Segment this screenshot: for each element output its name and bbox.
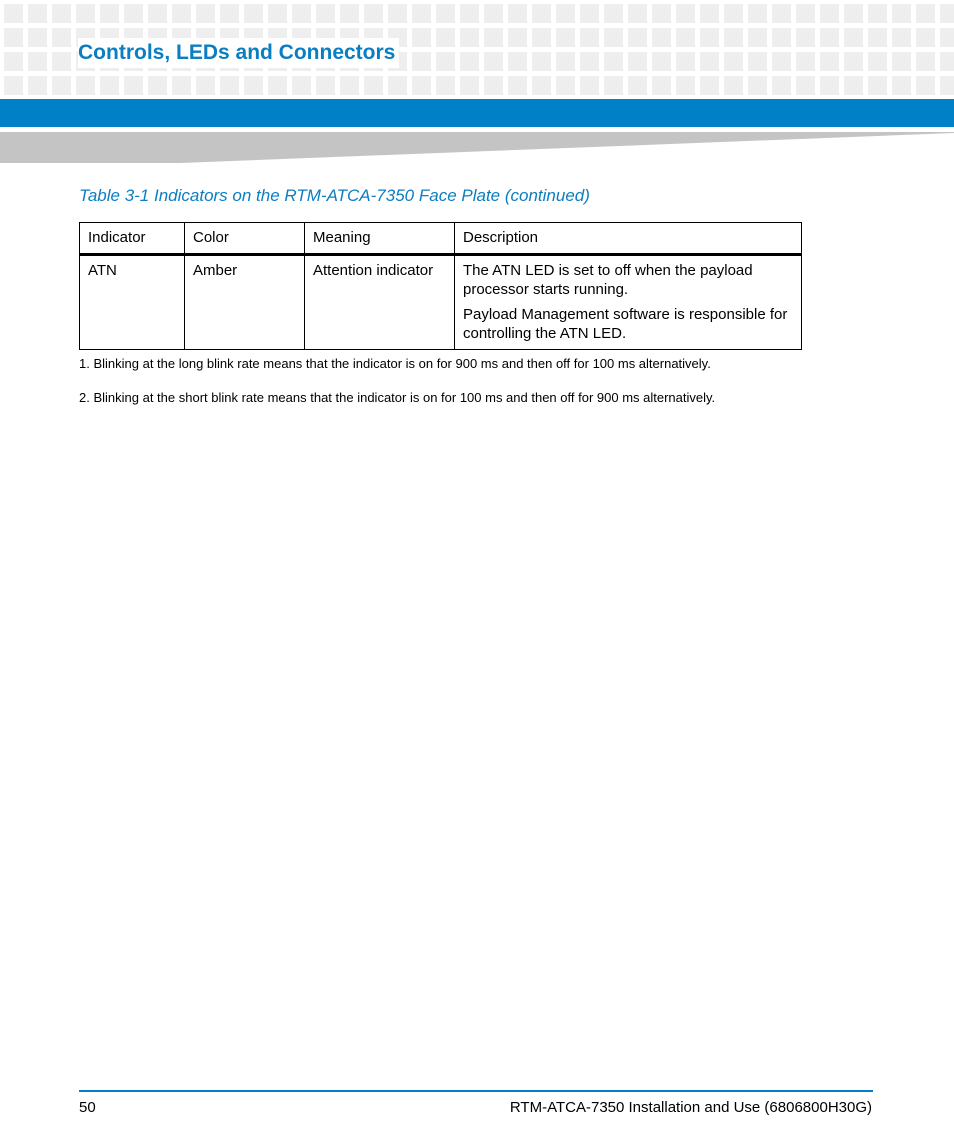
column-header-color: Color <box>185 223 305 255</box>
header-gray-wedge <box>0 132 954 163</box>
footnote-1: 1. Blinking at the long blink rate means that the indicator is on for 900 ms and then off for 100 ms alternatively. <box>79 356 711 371</box>
chapter-title: Controls, LEDs and Connectors <box>78 38 399 68</box>
footer-document-title: RTM-ATCA-7350 Installation and Use (6806800H30G) <box>509 1099 872 1116</box>
column-header-meaning: Meaning <box>305 223 455 255</box>
cell-color: Amber <box>185 255 305 350</box>
footnote-2: 2. Blinking at the short blink rate means that the indicator is on for 100 ms and then off for 900 ms alternatively. <box>79 390 716 405</box>
table-header-row <box>80 223 802 255</box>
table-caption: Table 3-1 Indicators on the RTM-ATCA-7350 Face Plate (continued) <box>79 186 590 205</box>
footer-rule <box>79 1090 873 1092</box>
header-blue-band <box>0 99 954 127</box>
description-paragraph: Payload Management software is responsible for controlling the ATN LED. <box>463 306 788 342</box>
cell-description <box>455 255 802 350</box>
page-number: 50 <box>79 1099 96 1116</box>
indicators-table <box>79 222 802 350</box>
description-paragraph: The ATN LED is set to off when the payload processor starts running. <box>463 262 753 298</box>
cell-indicator: ATN <box>80 255 185 350</box>
column-header-description: Description <box>455 223 802 255</box>
table-row <box>80 255 802 350</box>
cell-meaning: Attention indicator <box>305 255 455 350</box>
column-header-indicator: Indicator <box>80 223 185 255</box>
